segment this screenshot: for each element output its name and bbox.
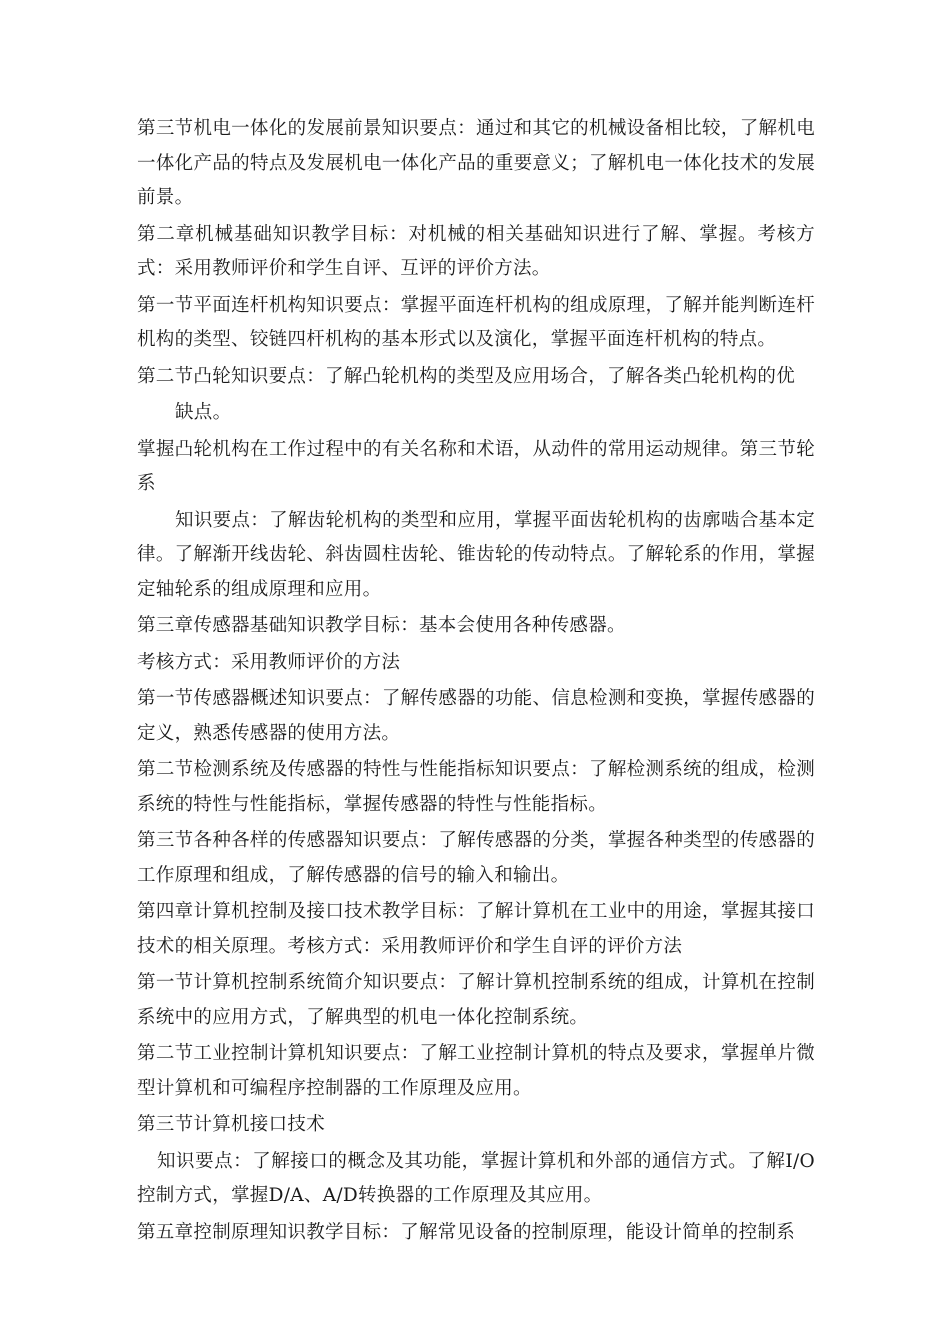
paragraph-cam-terms: 掌握凸轮机构在工作过程中的有关名称和术语，从动件的常用运动规律。第三节轮系 (137, 438, 815, 494)
document-body (137, 112, 815, 1252)
paragraph-chapter-4-computer-control: 第四章计算机控制及接口技术教学目标：了解计算机在工业中的用途，掌握其接口技术的相关原理。考核方式：采用教师评价和学生自评的评价方法 (137, 901, 815, 957)
paragraph-chapter-5-control-principle: 第五章控制原理知识教学目标：了解常见设备的控制原理，能设计简单的控制系 (137, 1221, 796, 1243)
paragraph-section-1-control-system: 第一节计算机控制系统简介知识要点：了解计算机控制系统的组成，计算机在控制系统中的应用方式，了解典型的机电一体化控制系统。 (137, 972, 815, 1028)
paragraph-gear-train: 知识要点：了解齿轮机构的类型和应用，掌握平面齿轮机构的齿廓啮合基本定律。了解渐开线齿轮、斜齿圆柱齿轮、锥齿轮的传动特点。了解轮系的作用，掌握定轴轮系的组成原理和应用。 (137, 509, 815, 600)
paragraph-section-1-linkage: 第一节平面连杆机构知识要点：掌握平面连杆机构的组成原理，了解并能判断连杆机构的类型、铰链四杆机构的基本形式以及演化，掌握平面连杆机构的特点。 (137, 294, 815, 350)
paragraph-section-2-cam: 第二节凸轮知识要点：了解凸轮机构的类型及应用场合，了解各类凸轮机构的优 (137, 365, 796, 387)
paragraph-section-1-sensor-overview: 第一节传感器概述知识要点：了解传感器的功能、信息检测和变换，掌握传感器的定义，熟悉传感器的使用方法。 (137, 688, 815, 744)
paragraph-section-2-detection-system: 第二节检测系统及传感器的特性与性能指标知识要点：了解检测系统的组成，检测系统的特性与性能指标，掌握传感器的特性与性能指标。 (137, 759, 815, 815)
paragraph-assessment-method: 考核方式：采用教师评价的方法 (137, 651, 401, 673)
paragraph-cam-continuation: 缺点。 (175, 402, 232, 423)
paragraph-section-3-interface-title: 第三节计算机接口技术 (137, 1114, 326, 1135)
paragraph-chapter-3-sensors: 第三章传感器基础知识教学目标：基本会使用各种传感器。 (137, 615, 626, 636)
paragraph-chapter-2-mechanical: 第二章机械基础知识教学目标：对机械的相关基础知识进行了解、掌握。考核方式：采用教师评价和学生自评、互评的评价方法。 (137, 223, 815, 279)
paragraph-interface-points: 知识要点：了解接口的概念及其功能，掌握计算机和外部的通信方式。了解I/O控制方式，掌握D/A、A/D转换器的工作原理及其应用。 (137, 1150, 815, 1206)
paragraph-section-3-sensor-types: 第三节各种各样的传感器知识要点：了解传感器的分类，掌握各种类型的传感器的工作原理和组成，了解传感器的信号的输入和输出。 (137, 830, 815, 886)
paragraph-section-3-prospects: 第三节机电一体化的发展前景知识要点：通过和其它的机械设备相比较，了解机电一体化产品的特点及发展机电一体化产品的重要意义；了解机电一体化技术的发展前景。 (137, 118, 815, 208)
paragraph-section-2-industrial-computer: 第二节工业控制计算机知识要点：了解工业控制计算机的特点及要求，掌握单片微型计算机和可编程序控制器的工作原理及应用。 (137, 1043, 815, 1099)
